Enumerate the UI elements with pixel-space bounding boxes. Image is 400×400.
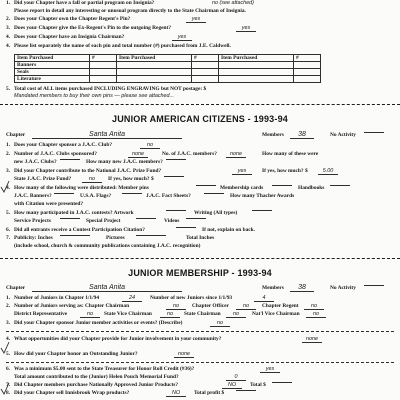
blank-field[interactable] xyxy=(204,193,224,194)
blank-field[interactable] xyxy=(272,382,292,383)
blank-field[interactable] xyxy=(330,185,350,186)
chapter-name: Santa Anita xyxy=(32,132,182,139)
check-mark-icon xyxy=(0,341,10,355)
table-cell: Literature xyxy=(15,76,90,83)
table-row xyxy=(15,76,321,83)
table-header-row xyxy=(15,55,321,62)
blank-field[interactable] xyxy=(272,185,292,186)
question-text: Did your Chapter have a fall or partial program on Insignia? xyxy=(14,0,155,6)
blank-field[interactable] xyxy=(164,176,184,177)
section-divider xyxy=(6,331,394,332)
blank-field[interactable] xyxy=(176,227,196,228)
members-count: 38 xyxy=(290,285,314,292)
blank-field[interactable] xyxy=(166,159,186,160)
blank-field[interactable] xyxy=(236,390,256,391)
blank-field[interactable] xyxy=(136,235,166,236)
no-activity-blank[interactable] xyxy=(364,132,384,133)
blank-field[interactable] xyxy=(60,159,80,160)
section-divider xyxy=(0,258,400,259)
form-page: 1. Did your Chapter have a fall or partial program on Insignia? no (see attached) Please report in detail any interesting or unusual program directly to the State Chairman of Insignia. 2. Does your Chapter own the Chapter Regent's Pin? yes 3. Does your Chapter give the Ex-Regent's Pin to the outgoing Regent? yes 4. Does your Chapter have an Insignia Chairman? yes 4. Please list separately the name of each pin and total number (#) purchased from J.E. Caldwell. Item Purchased # Item Purchased # Item Purchased # Banners Seals Literature 5. Total cost of ALL items purchased INCLUDING ENGRAVING but NOT postage: $ Mandated members to buy their own pins — please see attached... JUNIOR AMERICAN CITIZENS - 1993-94 Chapter Santa Anita Members 38 No Activity 1. Does your Chapter sponsor a J.A.C. Club? no 2. Number of J.A.C. Clubs sponsored? none No. of J.A.C. members? none How many of these were new J.A.C. Clubs? How many new J.A.C. members? 3. Did your Chapter contribute to the National J.A.C. Prize Fund? yes If yes, how much? $ 5.00 State J.A.C. Prize Fund? no If yes, how much? $ 4. How many of the following were distributed: Member pins Membership cards Handbooks J.A.C. Banners? U.S.A. Flags? J.A.C. Fact Sheets? How many Thacher Awards with Citation were presented? 5. How many participated in J.A.C. contests? Artwork Writing (All types) Service Projects Special Project Videos 6. Did all entrants receive a Contest Participation Citation? If not, explain on back. 7. Publicity: Inches Pictures Total Inches (include school, church & community publications containing J.A.C. recognition) JUNIOR MEMBERSHIP - 1993-94 Chapter Santa Anita Members 38 No Activity 1. Number of Juniors in Chapter 1/1/94 24 Number of new Juniors since 1/1/93 4 2. Number of Juniors serving as: Chapter Chairman no Chapter Officer no Chapter Regent no District Representative no State Vice Chairman no State Chairman no Nat'l Vice Chairman no 3. Did your Chapter sponsor Junior member activities or events? (Describe) no 4. What opportunities did your Chapter provide for Junior involvement in your community? none 5. How did your Chapter honor an Outstanding Junior? none 6. Was a minimum $5.00 sent to the State Treasurer for Honor Roll Credit (#36)? yes Total amount contributed to the (Junior) Helen Pouch Memorial Fund? 0 7. Did Chapter members purchase Nationally Approved Junior Products? NO Total $ 8. Did your Chapter sell Innisbrook Wrap products? NO Total profit $ xyxy=(0,0,400,400)
blank-field[interactable] xyxy=(166,210,186,211)
blank-field[interactable] xyxy=(196,185,216,186)
handwritten-answer: no (see attached) xyxy=(212,0,254,6)
handwritten-note: Mandated members to buy their own pins — please see attached... xyxy=(14,93,175,99)
no-activity-blank[interactable] xyxy=(364,285,384,286)
check-mark-icon xyxy=(0,180,10,194)
handwritten-answer: yes xyxy=(172,34,192,41)
handwritten-answer: yes xyxy=(236,25,256,32)
chapter-name: Santa Anita xyxy=(32,285,182,292)
blank-field[interactable] xyxy=(60,218,80,219)
table-header: Item Purchased xyxy=(117,55,192,62)
table-cell: Seals xyxy=(15,69,90,76)
table-header: # xyxy=(90,55,117,62)
section-divider xyxy=(0,104,400,105)
blank-field[interactable] xyxy=(136,218,156,219)
table-header: # xyxy=(192,55,219,62)
table-header: Item Purchased xyxy=(15,55,90,62)
members-count: 38 xyxy=(290,132,314,139)
blank-field[interactable] xyxy=(122,193,142,194)
blank-field[interactable] xyxy=(60,235,90,236)
blank-field[interactable] xyxy=(54,193,74,194)
blank-field[interactable] xyxy=(252,210,272,211)
check-mark-icon xyxy=(0,382,10,396)
pin-purchase-table xyxy=(14,54,321,83)
section-divider xyxy=(6,362,394,363)
section-title-junior-membership: JUNIOR MEMBERSHIP - 1993-94 xyxy=(128,268,272,278)
table-header: Item Purchased xyxy=(219,55,294,62)
table-row xyxy=(15,62,321,69)
table-cell: Banners xyxy=(15,62,90,69)
blank-field[interactable] xyxy=(186,218,206,219)
handwritten-answer: no xyxy=(140,142,160,149)
handwritten-answer: yes xyxy=(186,16,206,23)
section-title-jac: JUNIOR AMERICAN CITIZENS - 1993-94 xyxy=(112,114,288,124)
table-header: # xyxy=(294,55,321,62)
table-row xyxy=(15,69,321,76)
